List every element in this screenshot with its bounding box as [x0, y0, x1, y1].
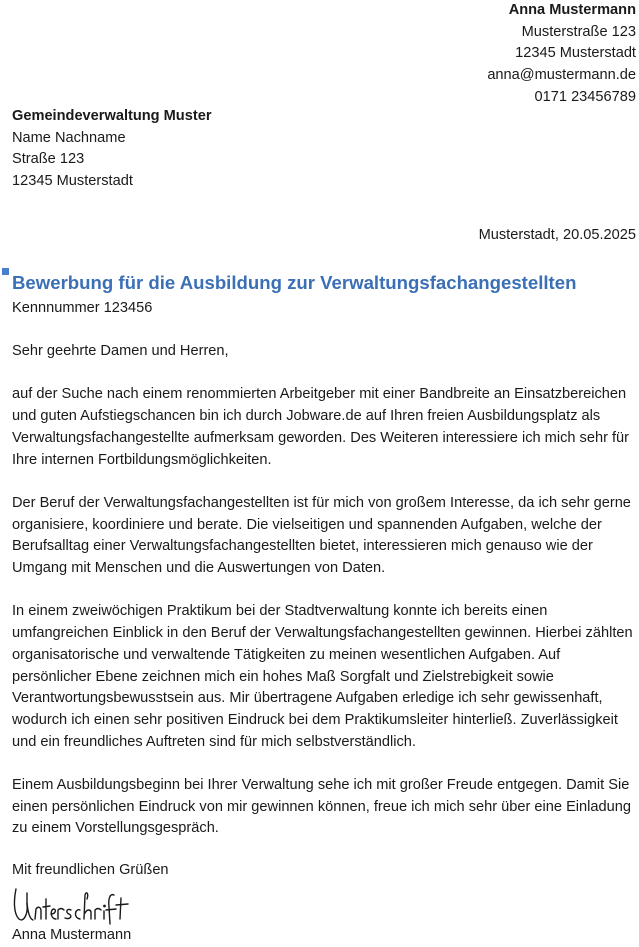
- sender-name: Anna Mustermann: [508, 2, 636, 18]
- body-paragraph: Der Beruf der Verwaltungsfachangestellten ist für mich von großem Interesse, da ich sehr gerne organisiere, koordiniere und berate. Die vielseitigen und spannenden Aufgaben, welche der Berufsalltag einer Verwaltungsfachangestellten bietet, interessieren mich genauso wie der Umgang mit Menschen und die Auswertungen von Daten.: [12, 494, 631, 576]
- salutation: Sehr geehrte Damen und Herren,: [12, 343, 229, 359]
- sender-phone: 0171 23456789: [534, 88, 636, 105]
- sender-city: 12345 Musterstadt: [515, 45, 636, 62]
- body-paragraph: auf der Suche nach einem renommierten Arbeitgeber mit einer Bandbreite an Einsatzbereichen und guten Aufstiegschancen bin ich durch Jobware.de auf Ihren freien Ausbildungsplatz als Verwaltungsfachangestellte aufmerksam geworden. Des Weiteren interessiere ich mich sehr für Ihre internen Fortbildungsmöglichkeiten.: [12, 386, 630, 468]
- sender-block: [487, 0, 636, 109]
- letter-subject: Bewerbung für die Ausbildung zur Verwaltungsfachangestellten: [12, 272, 577, 293]
- recipient-street: Straße 123: [12, 151, 85, 168]
- recipient-city: 12345 Musterstadt: [12, 173, 133, 190]
- signer-name: Anna Mustermann: [12, 927, 132, 943]
- recipient-block: [12, 106, 212, 193]
- recipient-org: Gemeindeverwaltung Muster: [12, 108, 212, 124]
- body-paragraph: Einem Ausbildungsbeginn bei Ihrer Verwaltung sehe ich mit großer Freude entgegen. Damit Sie einen persönlichen Eindruck von mir gewinnen können, freue ich mich sehr über eine Einladung zu einem Vorstellungsgespräch.: [12, 777, 631, 837]
- sender-street: Musterstraße 123: [521, 23, 636, 40]
- signature-image: [10, 883, 135, 925]
- recipient-contact: Name Nachname: [12, 129, 126, 146]
- reference-number: Kennnummer 123456: [12, 300, 153, 316]
- letter-date: Musterstadt, 20.05.2025: [478, 227, 636, 243]
- subject-marker-icon: [2, 268, 9, 275]
- letter-body: [12, 341, 638, 862]
- closing-phrase: Mit freundlichen Grüßen: [12, 862, 169, 878]
- body-paragraph: In einem zweiwöchigen Praktikum bei der Stadtverwaltung konnte ich bereits einen umfangreichen Einblick in den Beruf der Verwaltungsfachangestellten gewinnen. Hierbei zählten organisatorische und verwaltende Tätigkeiten zu meinen wesentlichen Aufgaben. Auf persönlicher Ebene zeichnen mich ein hohes Maß Sorgfalt und Zielstrebigkeit sowie Verantwortungsbewusstsein aus. Mir übertragene Aufgaben erledige ich sehr gewissenhaft, wodurch ich einen sehr positiven Eindruck bei dem Praktikumsleiter hinterließ. Zuverlässigkeit und ein freundliches Auftreten sind für mich selbstverständlich.: [12, 603, 633, 750]
- sender-email: anna@mustermann.de: [487, 67, 636, 84]
